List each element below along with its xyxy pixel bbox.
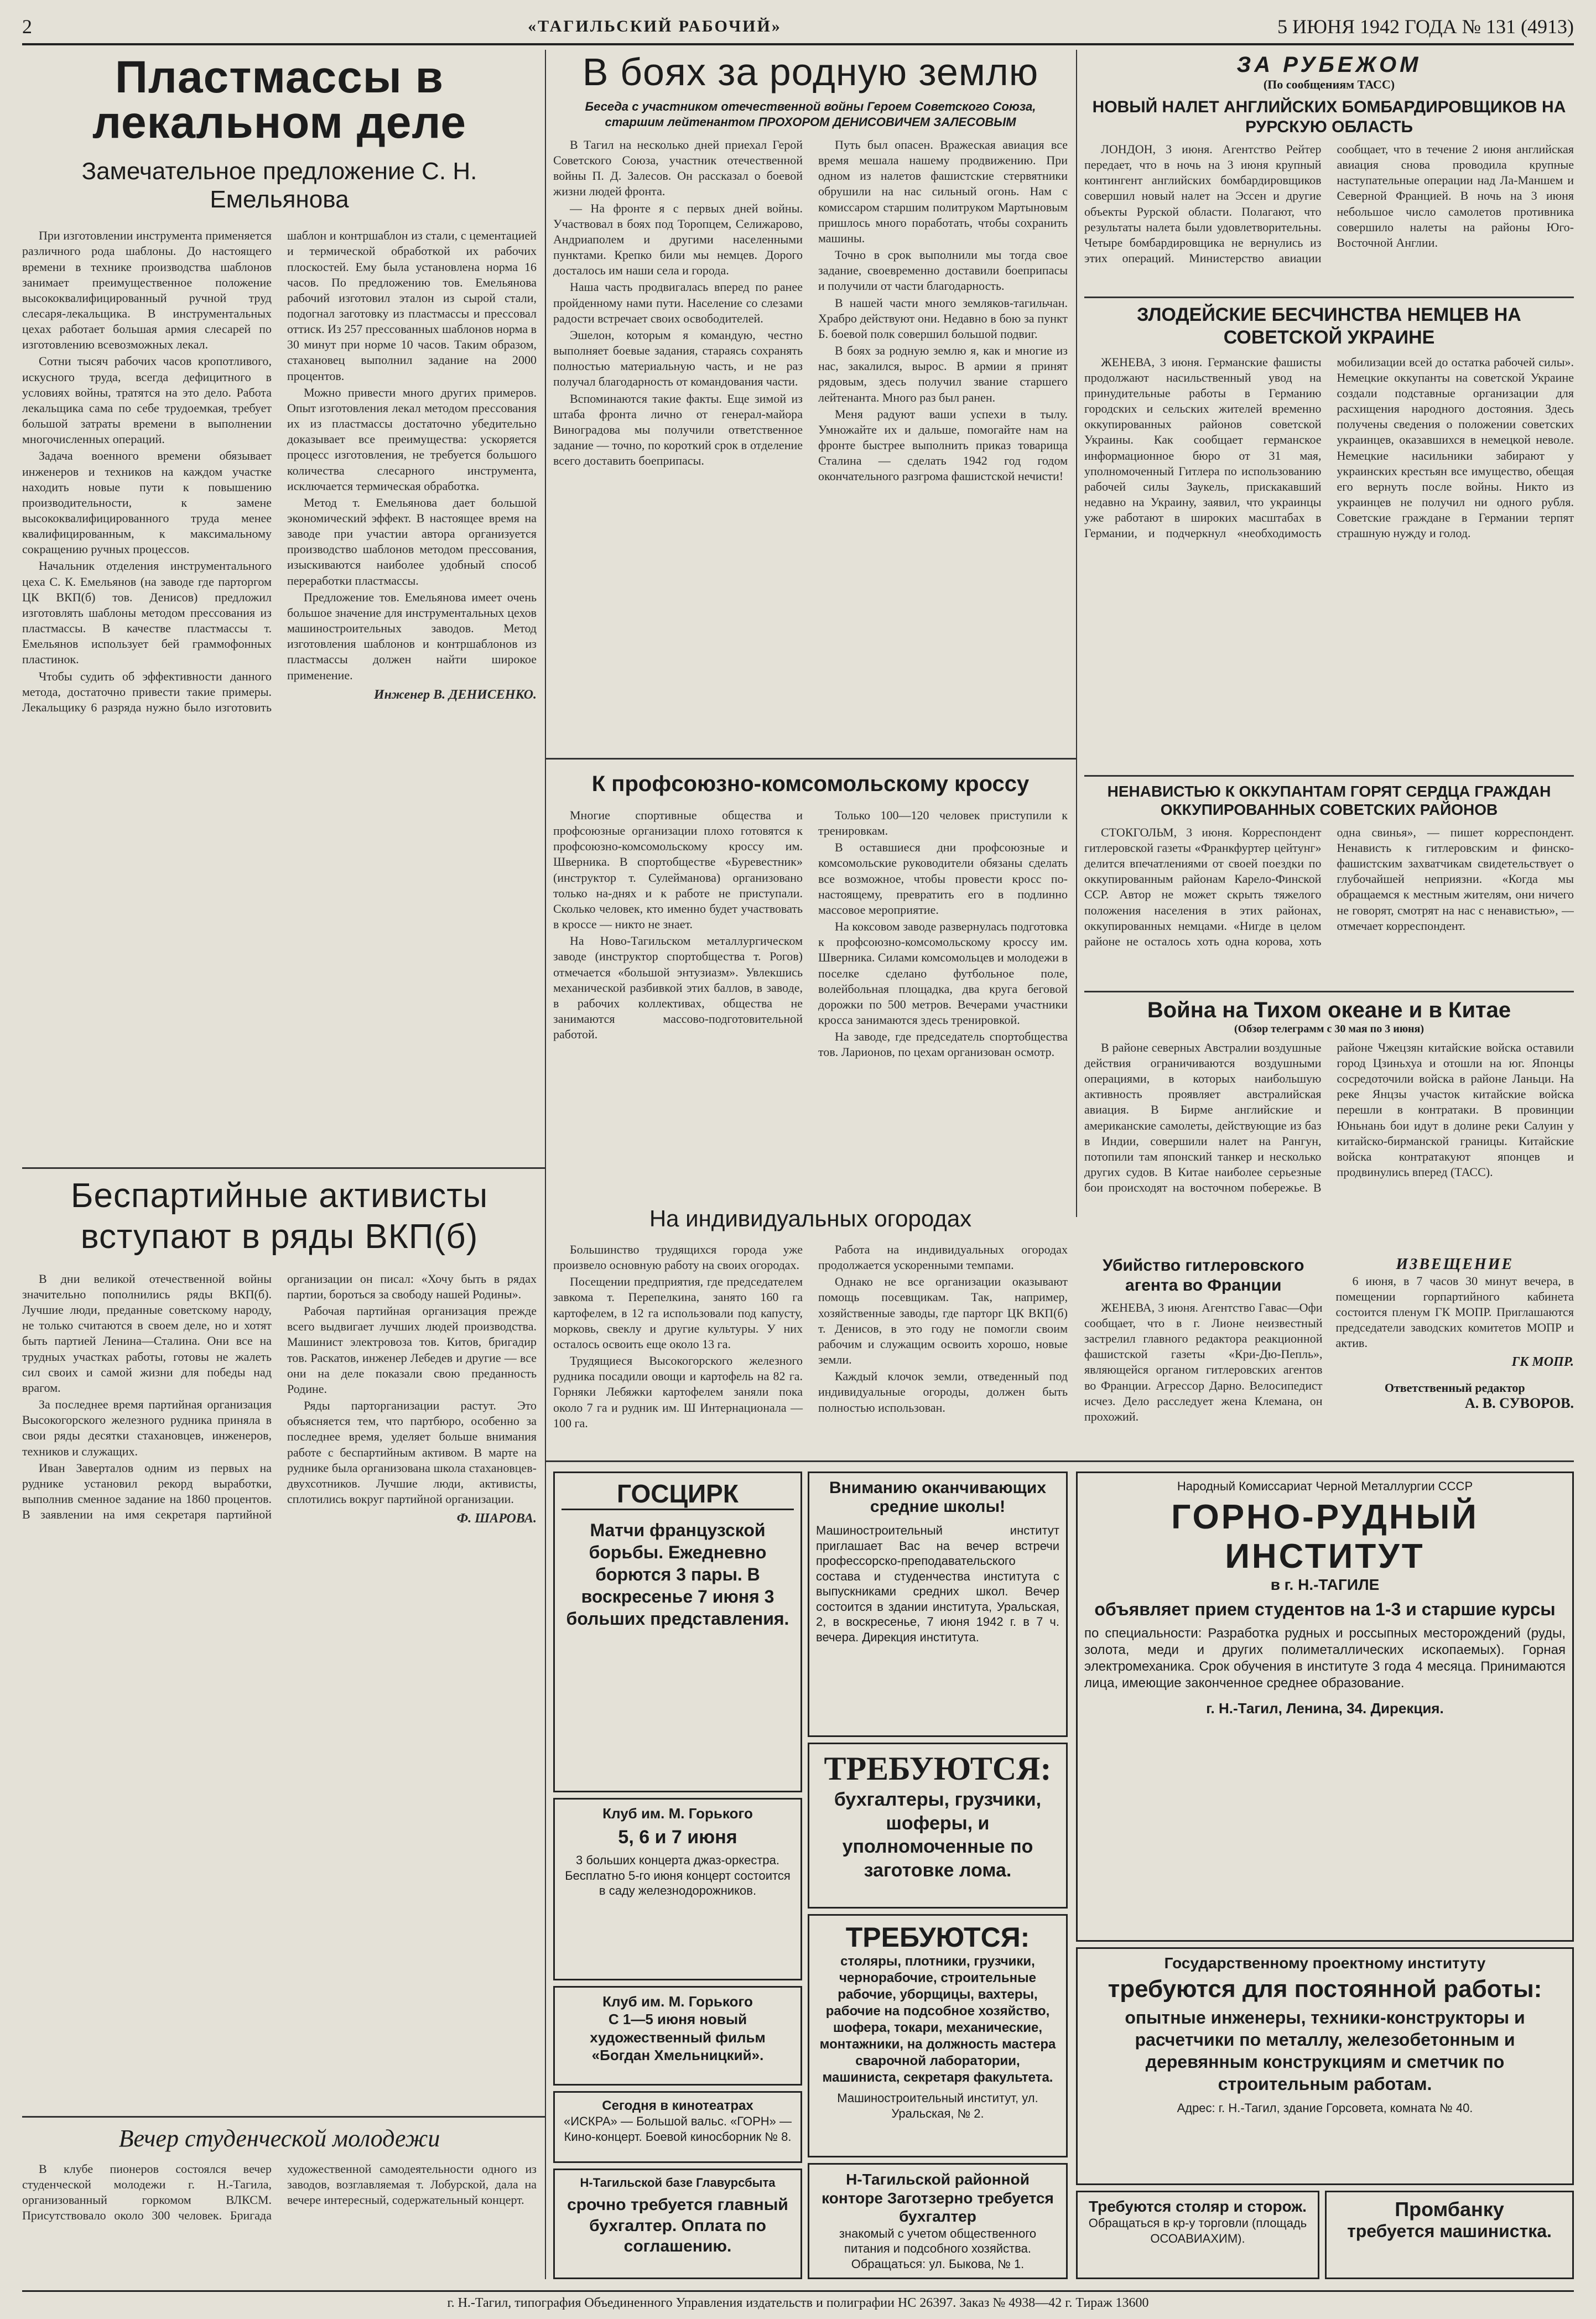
paragraph: ЛОНДОН, 3 июня. Агентство Рейтер передает, что в ночь на 3 июня крупный контингент английских бомбардировщиков совершил новый налет на Эссен и другие объекты Рурской области. Полагают, что результаты налета были удовлетворительны. Четыре бомбардировщика не вернулись из этих операций. Министерство авиации сообщает, что в течение 2 июня английская авиация снова проводила крупные наступательные операции над Ла-Маншем и Северной Францией. В ночь на 3 июня небольшое число самолетов противника совершило налеты на районы Юго-Восточной Англии. xyxy=(1084,142,1574,266)
section-rule xyxy=(22,2116,545,2118)
news-body xyxy=(1084,1040,1574,1250)
abroad-section xyxy=(1084,53,1574,1458)
imprint-footer: г. Н.-Тагил, типография Объединенного Управления издательств и полиграфии НС 26397. Заказ № 4938—42 г. Тираж 13600 xyxy=(22,2290,1574,2314)
paper-name: «ТАГИЛЬСКИЙ РАБОЧИЙ» xyxy=(528,17,782,35)
paragraph: — На фронте я с первых дней войны. Участвовал в боях под Торопцем, Селижарово, Андриаполем и другими населенными пунктами. Крепко били мы немцев. Дорого досталось им наши села и города. xyxy=(553,201,803,278)
paragraph: Точно в срок выполнили мы тогда свое задание, своевременно доставили боеприпасы и получили от части благодарность. xyxy=(818,248,1068,293)
ad-body: срочно требуется главный бухгалтер. Оплата по соглашению. xyxy=(567,2196,788,2255)
ad-title: Сегодня в кинотеатрах xyxy=(602,2098,753,2113)
news-body xyxy=(1084,825,1574,985)
paragraph: Посещении предприятия, где председателем завкома т. Перепелкина, занято 160 га картофелем, в 12 га использовали под капусту, морковь, свеклу и другие культуры. У них осталось освоить еще около 13 га. xyxy=(553,1275,803,1351)
ad-base-accountant xyxy=(553,2169,802,2279)
paragraph: В клубе пионеров состоялся вечер студенческой молодежи г. Н.-Тагила, организованный горкомом ВЛКСМ. Присутствовало около 300 человек. Бригада художественной самодеятельности одного из заводов, возглавляемая т. Лобурской, дала на вечере интересный, содержательный концерт. xyxy=(22,2162,537,2223)
ad-body: 3 больших концерта джаз-оркестра. Бесплатно 5-го июня концерт состоится в саду железнодорожников. xyxy=(565,1853,791,1897)
article-body xyxy=(553,1242,1068,1452)
ad-org: Народный Комиссариат Черной Металлургии СССР xyxy=(1177,1479,1473,1493)
ad-body: Обращаться в кр-у торговли (площадь ОСОАВИАХИМ). xyxy=(1088,2216,1307,2245)
article-cross xyxy=(553,766,1068,1192)
column-rule xyxy=(1076,50,1077,1217)
paragraph: На Ново-Тагильском металлургическом заводе (инструктор спортобщества т. Рогов) отмечается «большой энтузиазм». Увлекшись механической разбивкой этих баллов, в заводе, в рабочих коллективах, общества не занимаются массово-подготовительной работой. xyxy=(553,934,803,1042)
paragraph: Путь был опасен. Вражеская авиация все время мешала нашему продвижению. При одном из налетов фашистские стервятники обрушили на нас сильный огонь. Нам с комиссаром старшим политруком Мартыновым пришлось много поработать, чтобы сохранить машины. xyxy=(818,138,1068,245)
paragraph: В дни великой отечественной войны значительно пополнились ряды ВКП(б). Лучшие люди, преданные советскому народу, не только считаются в своем деле, но и хотят быть партией Ленина—Сталина. Они все на трудных участках работы, готовы не жалеть сил своих и самой жизни для победы над врагом. xyxy=(22,1271,272,1395)
section-rule xyxy=(1084,775,1574,777)
article-title: Беспартийные активисты вступают в ряды ВКП(б) xyxy=(70,1177,488,1256)
paragraph: При изготовлении инструмента применяется различного рода шаблоны. До настоящего времени в технике производства шаблонов занимает преимущественное положение высококвалифицированный ручной труд слесаря-лекальщика. В инструментальных цехах работает большая армия слесарей по изготовлению всевозможных лекал. xyxy=(22,228,272,352)
paragraph: Метод т. Емельянова дает большой экономический эффект. В настоящее время на заводе при участии автора организуется производство шаблонов методом прессования, изыскиваются наиболее удобный способ переработки пластмассы. xyxy=(287,495,537,587)
notice-signature: ГК МОПР. xyxy=(1511,1354,1574,1369)
ad-club-concert xyxy=(553,1798,802,1980)
ad-body: Машиностроительный институт приглашает Вас на вечер встречи профессорско-преподавательского состава и студенчества института с выпускниками средних школ. Вечер состоится в здании института, Уральская, 2, в воскресенье, 7 июня 1942 г. в 7 ч. вечера. Дирекция института. xyxy=(816,1524,1059,1644)
section-rule xyxy=(22,1167,545,1169)
ad-dates: 5, 6 и 7 июня xyxy=(618,1827,737,1848)
ad-city: в г. Н.-ТАГИЛЕ xyxy=(1270,1576,1380,1593)
column-rule xyxy=(545,1189,546,2279)
news-title: НОВЫЙ НАЛЕТ АНГЛИЙСКИХ БОМБАРДИРОВЩИКОВ НА РУРСКУЮ ОБЛАСТЬ xyxy=(1092,98,1566,136)
ad-announce: объявляет прием студентов на 1-3 и старшие курсы xyxy=(1094,1599,1556,1619)
column-rule xyxy=(545,50,546,1189)
section-rule xyxy=(1084,991,1574,992)
paragraph: Вспоминаются такие факты. Еще зимой из штаба фронта лично от генерал-майора Виноградова мы получили ответственное задание — точно, по короткий срок в отделение всего доставить боеприпасы. xyxy=(553,391,803,468)
ad-title: Клуб им. М. Горького xyxy=(602,1993,753,2010)
ad-body: опытные инженеры, техники-конструкторы и расчетчики по металлу, железобетонным и деревянным конструкциям и сметчик по строительным работам. xyxy=(1125,2008,1525,2094)
ad-mining-institute xyxy=(1076,1472,1574,1942)
article-title: Пластмассы в лекальном деле xyxy=(92,53,466,148)
article-activists xyxy=(22,1176,537,2110)
ad-title: Вниманию оканчивающих средние школы! xyxy=(829,1479,1047,1516)
news-title: Убийство гитлеровского агента во Франции xyxy=(1103,1256,1304,1294)
ad-school-evening xyxy=(808,1472,1068,1737)
paragraph: Иван Заверталов одним из первых на руднике установил рекорд выработки, выполнив сменное задание на 1860 процентов. В заявлении на имя секретаря партийной организации он писал: «Хочу быть в рядах партии, бороться за свободу нашей Родины». xyxy=(22,1271,537,1522)
ad-body: по специальности: Разработка рудных и россыпных месторождений (руды, золота, меди и других полиметаллических ископаемых). Горная электромеханика. Срок обучения в институте 3 года 4 месяца. Принимаются лица, имеющие законченное среднее образование. xyxy=(1084,1625,1566,1691)
paragraph: В Тагил на несколько дней приехал Герой Советского Союза, участник отечественной войны П. Д. Залесов. Он рассказал о боевой жизни людей фронта. xyxy=(553,138,803,199)
news-body xyxy=(1084,1300,1323,1424)
paragraph: Работа на индивидуальных огородах продолжается ускоренными темпами. xyxy=(818,1242,1068,1272)
ad-circus xyxy=(553,1472,802,1792)
paragraph: Рабочая партийная организация прежде всего выдвигает лучших людей производства. Машинист электровоза тов. Китов, бригадир тов. Раскатов, инженер Лебедев и другие — все они на деле показали свою преданность Родине. xyxy=(287,1304,537,1396)
paragraph: В боях за родную землю я, как и многие из нас, закалился, вырос. В армии я принят рядовым, здесь получил звание старшего лейтенанта. Много раз был ранен. xyxy=(818,344,1068,404)
article-body xyxy=(22,2161,537,2224)
paragraph: Многие спортивные общества и профсоюзные организации плохо готовятся к профсоюзно-комсомольскому кроссу им. Шверника. В спортобществе «Буревестник» (инструктор т. Сулейманова) организовано только на-днях и к работе не приступали. Сколько человек, кто именно будет участвовать в кроссе — никто не знает. xyxy=(553,808,803,932)
ad-body: Матчи французской борьбы. Ежедневно борются 3 пары. В воскресенье 7 июня 3 больших представления. xyxy=(566,1520,789,1629)
masthead xyxy=(22,10,1574,45)
paragraph: В нашей части много земляков-тагильчан. Храбро действуют они. Недавно в бою за пункт Б. боевой полк совершил большой подвиг. xyxy=(818,295,1068,341)
rubric-subtitle: (По сообщениям ТАСС) xyxy=(1263,77,1395,91)
editor-label: Ответственный редактор xyxy=(1384,1380,1525,1395)
notice xyxy=(1336,1256,1574,1426)
news-title: ЗЛОДЕЙСКИЕ БЕСЧИНСТВА НЕМЦЕВ НА СОВЕТСКОЙ УКРАИНЕ xyxy=(1137,304,1521,348)
ad-body: знакомый с учетом общественного питания и подсобного хозяйства. Обращаться: ул. Быкова, № 1. xyxy=(839,2226,1037,2271)
paragraph: Эшелон, которым я командую, честно выполняет боевые задания, стараясь сохранять полностью материальную часть, и не раз получал благодарность от командования части. xyxy=(553,327,803,389)
ad-body: столяры, плотники, грузчики, чернорабочие, строительные рабочие, уборщицы, вахтеры, рабочие на подсобное хозяйство, шофера, токари, механические, монтажники, на должность мастера сварочной лаборатории, машиниста, секретаря факультета. xyxy=(819,1954,1056,2085)
paragraph: Трудящиеся Высокогорского железного рудника посадили овощи и картофель на 82 га. Горняки Лебяжки картофелем заняли пока около 7 га и рудник им. Ш Интернационала — 100 га. xyxy=(553,1354,803,1430)
paragraph: Задача военного времени обязывает инженеров и техников на каждом участке находить новые пути к повышению производительности, к замене высококвалифицированного труда менее квалифицированным, к максимальному сокращению ручных процессов. xyxy=(22,449,272,557)
section-rule xyxy=(545,1460,1574,1462)
ad-body: требуется машинистка. xyxy=(1347,2221,1552,2241)
article-body xyxy=(553,137,1068,735)
paragraph: Однако не все организации оказывают помощь посевщикам. Так, например, хозяйственные заводы, где парторг ЦК ВКП(б) т. Денисов, в это году не помогли своим рабочим и служащим освоить хорошо, новые земли. xyxy=(818,1275,1068,1367)
paragraph: 6 июня, в 7 часов 30 минут вечера, в помещении горпартийного кабинета состоится пленум ГК МОПР. Приглашаются председатели заводских комитетов МОПР и актив. xyxy=(1335,1273,1574,1350)
notice-title: ИЗВЕЩЕНИЕ xyxy=(1396,1255,1514,1273)
article-subtitle: Беседа с участником отечественной войны Героем Советского Союза, старшим лейтенантом ПРОХОРОМ ДЕНИСОВИЧЕМ ЗАЛЕСОВЫМ xyxy=(585,100,1036,129)
ad-club-film xyxy=(553,1986,802,2086)
ad-title: ТРЕБУЮТСЯ: xyxy=(845,1922,1030,1953)
ad-title: Промбанку xyxy=(1395,2198,1504,2221)
page-number: 2 xyxy=(22,15,32,38)
paragraph: Начальник отделения инструментального цеха С. К. Емельянов (на заводе где парторгом ЦК ВКП(б) тов. Денисов) предложил изготовлять шаблоны методом прессования из пластмассы. В качестве пластмассы т. Емельянов использует бей граммофонных пластинок. xyxy=(22,559,272,667)
article-student-evening xyxy=(22,2124,537,2285)
ad-cinema xyxy=(553,2091,802,2163)
rubric-title: ЗА РУБЕЖОМ xyxy=(1236,53,1422,77)
ad-subtitle: требуются для постоянной работы: xyxy=(1108,1975,1542,2003)
news-body xyxy=(1084,355,1574,769)
paragraph: Наша часть продвигалась вперед по ранее пройденному нами пути. Население со слезами радости встречает своих освободителей. xyxy=(553,280,803,325)
section-rule xyxy=(1084,297,1574,298)
paragraph: ЖЕНЕВА, 3 июня. Агентство Гавас—Офи сообщает, что в г. Лионе неизвестный застрелил главного редактора реакционной фашистской газеты «Кри-Дю-Пепль», являющейся органом гитлеровских агентов во Франции. Агрессор Дарно. Велосипедист исчез. Дело расследует жена Клемана, он прохожий. xyxy=(1084,1300,1323,1423)
paragraph: Сотни тысяч рабочих часов кропотливого, искусного труда, всегда дефицитного в условиях войны, тратятся на это дело. Работа лекальщика сама по себе трудоемкая, требует большой затраты времени в выполнении многочисленных операций. xyxy=(22,354,272,446)
paragraph: СТОКГОЛЬМ, 3 июня. Корреспондент гитлеровской газеты «Франкфуртер цейтунг» делится впечатлениями от своей поездки по оккупированным районам Карело-Финской ССР. Автор не может скрыть тяжелого положения населения в этих районах, оккупированных немцами. «Нигде в целом районе не осталось хоть одна корова, хоть одна свинья», — пишет корреспондент. Ненависть к гитлеровским и финско-фашистским захватчикам свидетельствует о глубочайшей неприязни. «Когда мы обращаемся к местным жителям, они ничего не говорят, смотрят на нас с ненавистью», — отмечает корреспондент. xyxy=(1084,825,1574,948)
ad-required-1 xyxy=(808,1743,1068,1909)
article-title: На индивидуальных огородах xyxy=(649,1205,972,1231)
article-gardens xyxy=(553,1203,1068,1455)
ad-project-institute xyxy=(1076,1947,1574,2185)
ad-address: г. Н.-Тагил, Ленина, 34. Дирекция. xyxy=(1206,1699,1444,1717)
article-title: К профсоюзно-комсомольскому кроссу xyxy=(591,772,1030,796)
news-subtitle: (Обзор телеграмм с 30 мая по 3 июня) xyxy=(1234,1022,1425,1035)
article-body xyxy=(22,228,537,1146)
paragraph: Только 100—120 человек приступили к тренировкам. xyxy=(818,808,1068,838)
ad-title: Государственному проектному институту xyxy=(1164,1954,1486,1972)
paragraph: В оставшиеся дни профсоюзные и комсомольские руководители обязаны сделать все возможное, чтобы провести кросс по-настоящему, превратить его в подлинно массовое мероприятие. xyxy=(818,840,1068,917)
ad-title: ТРЕБУЮТСЯ: xyxy=(824,1750,1052,1787)
ad-accountant xyxy=(808,2163,1068,2279)
ad-address: Машиностроительный институт, ул. Уральская, № 2. xyxy=(837,2091,1038,2120)
paragraph: Чтобы судить об эффективности данного метода, достаточно привести такие примеры. Лекальщику 6 разряда нужно было изготовить шаблон и контршаблон из стали, с цементацией и термической обработкой их рабочих плоскостей. Ему была установлена норма 16 часов. По предложению тов. Емельянова рабочий изготовил эталон из сырой стали, подогнал заготовку из пластмассы и прессовал оттиск. Из 257 прессованных шаблонов норма в 30 минут при норме 10 часов. Таким образом, стахановец выполнил задание на 2000 процентов. xyxy=(22,228,537,714)
paragraph: В районе северных Австралии воздушные действия ограничиваются воздушными операциями, в которых наибольшую активность проявляет австралийская авиация. В Бирме английские и американские самолеты, действующие из баз в Индии, совершили налет на Рангун, потопили там японский танкер и несколько других судов. В Китае наиболее серьезные бои происходят на восточном побережье. В районе Чжецзян китайские войска оставили город Цзиньхуа и отошли на юг. Японцы сосредоточили войска в районе Ланьци. На реке Янцзы участок китайские войска перешли в контратаки. В провинции Юньнань бои идут в долине реки Салуин у китайско-бирманской границы. Китайские войска контратакуют японцев и продвинулись вперед (ТАСС). xyxy=(1084,1040,1574,1195)
signature: Ф. ШАРОВА. xyxy=(456,1511,537,1526)
signature: Инженер В. ДЕНИСЕНКО. xyxy=(373,687,537,702)
ad-body: «ИСКРА» — Большой вальс. «ГОРН» — Кино-концерт. Боевой киносборник № 8. xyxy=(564,2114,792,2144)
ad-title: Требуются столяр и сторож. xyxy=(1089,2198,1307,2215)
ad-body: С 1—5 июня новый художественный фильм «Богдан Хмельницкий». xyxy=(590,2011,766,2063)
news-france xyxy=(1084,1256,1323,1426)
paragraph: На коксовом заводе развернулась подготовка к профсоюзно-комсомольскому кроссу им. Шверника. Силами комсомольцев и молодежи в поселке сделано футбольное поле, волейбольная площадка, два круга беговой дорожки по 500 метров. Вечерами участники кросса занимаются здесь тренировкой. xyxy=(818,919,1068,1027)
ad-address: Адрес: г. Н.-Тагил, здание Горсовета, комната № 40. xyxy=(1177,2101,1473,2115)
paragraph: Предложение тов. Емельянова имеет очень большое значение для инструментальных цехов машиностроительных заводов. Метод изготовления шаблонов и контршаблонов из пластмассы должен найти широкое применение. xyxy=(287,590,537,682)
paragraph: За последнее время партийная организация Высокогорского железного рудника приняла в свои ряды десятки стахановцев, инженеров, техников и служащих. xyxy=(22,1397,272,1458)
bottom-news-row xyxy=(1084,1256,1574,1426)
ad-carpenter xyxy=(1076,2191,1319,2279)
paragraph: Большинство трудящихся города уже произвело основную работу на своих огородах. xyxy=(553,1242,803,1272)
editor-name: А. В. СУВОРОВ. xyxy=(1465,1395,1574,1411)
paragraph: Можно привести много других примеров. Опыт изготовления лекал методом прессования их из пластмассы достаточно убедительно доказывает все преимущества: ускоряется процесс изготовления, не требуется большого количества слесарного инструмента, исключается термическая обработка. xyxy=(287,385,537,493)
paragraph: Каждый клочок земли, отведенный под индивидуальные огороды, должен быть полностью использован. xyxy=(818,1369,1068,1415)
paragraph: На заводе, где председатель спортобщества тов. Ларионов, по цехам организован осмотр. xyxy=(818,1029,1068,1059)
article-battles xyxy=(553,53,1068,755)
paragraph: Ряды парторганизации растут. Это объясняется тем, что партбюро, особенно за последнее время, уделяет больше внимания работе с беспартийным активом. В марте на руднике была организована школа стахановцев-двухсотников. Лучшие люди, активисты, сплотились вокруг партийной организации. xyxy=(287,1398,537,1506)
ad-body: бухгалтеры, грузчики, шоферы, и уполномоченные по заготовке лома. xyxy=(834,1789,1042,1881)
article-title: Вечер студенческой молодежи xyxy=(118,2125,440,2152)
notice-body xyxy=(1336,1273,1574,1351)
news-title: НЕНАВИСТЬЮ К ОККУПАНТАМ ГОРЯТ СЕРДЦА ГРАЖДАН ОККУПИРОВАННЫХ СОВЕТСКИХ РАЙОНОВ xyxy=(1107,782,1551,819)
ad-required-2 xyxy=(808,1914,1068,2157)
ad-title: Клуб им. М. Горького xyxy=(602,1805,753,1822)
paragraph: ЖЕНЕВА, 3 июня. Германские фашисты продолжают насильственный увод на принудительные работы в Германию городских и сельских жителей временно оккупированных районов советской Украины. Как сообщает германское информационное бюро от 31 мая, уполномоченный Гитлера по использованию рабочей силы Заукель, прискакавший недавно на Украину, заявил, что украинцы уже работают в широких масштабах в Германии, и подчеркнул «необходимость мобилизации всей до остатка рабочей силы». Немецкие оккупанты на советской Украине создали подставные организации для расхищения народного достояния. Здесь получены сведения о положении советских украинцев, оказавшихся в немецкой неволе. Немецкие насильники забирают у украинских крестьян все имущество, обещая его вернуть после войны. Никто из украинцев не получил ни одного рубля. Советские граждане в Германии терпят страшную нужду и голод. xyxy=(1084,355,1574,540)
article-body xyxy=(553,808,1068,1189)
ad-typist xyxy=(1325,2191,1574,2279)
news-title: Война на Тихом океане и в Китае xyxy=(1147,997,1511,1022)
issue-date: 5 ИЮНЯ 1942 ГОДА № 131 (4913) xyxy=(1277,15,1574,38)
ad-title: Н-Тагильской районной конторе Заготзерно требуется бухгалтер xyxy=(822,2171,1054,2226)
paragraph: Меня радуют ваши успехи в тылу. Умножайте их и дальше, помогайте нам на фронте быстрее выполнить приказ товарища Сталина — сделать 1942 год годом окончательного разгрома фашистской нечисти! xyxy=(818,407,1068,483)
ad-title: ГОРНО-РУДНЫЙ ИНСТИТУТ xyxy=(1171,1498,1479,1576)
article-title: В боях за родную землю xyxy=(582,53,1039,93)
news-body xyxy=(1084,142,1574,291)
article-body xyxy=(22,1271,537,2068)
section-rule xyxy=(545,758,1076,760)
article-plastics xyxy=(22,53,537,1164)
ad-title: Н-Тагильской базе Главурсбыта xyxy=(580,2176,776,2190)
article-subtitle: Замечательное предложение С. Н. Емельянова xyxy=(81,158,477,213)
ad-title: ГОСЦИРК xyxy=(562,1479,794,1510)
